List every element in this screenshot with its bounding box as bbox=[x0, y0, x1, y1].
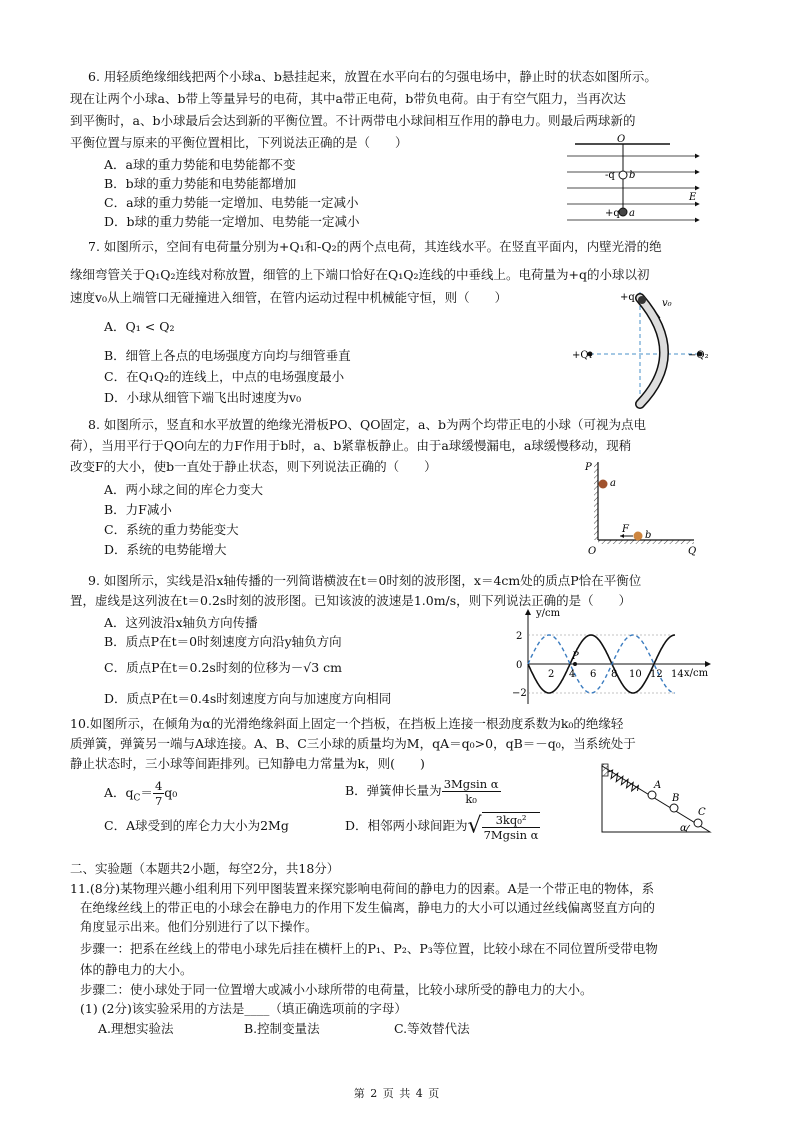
q9-origin: 0 bbox=[516, 660, 523, 671]
q6-option-b: B．b球的重力势能和电势能都增加 bbox=[104, 176, 297, 191]
q7-option-d: D．小球从细管下端飞出时速度为v₀ bbox=[104, 390, 302, 405]
q7-line-3: 速度v₀从上端管口无碰撞进入细管，在管内运动过程中机械能守恒，则（ ） bbox=[70, 290, 508, 305]
q9-line-2: 置，虚线是这列波在t＝0.2s时刻的波形图。已知该波的波速是1.0m/s，则下列说法正确的是（ ） bbox=[70, 593, 632, 608]
q7-label-v0: v₀ bbox=[662, 298, 672, 309]
q8-option-d: D．系统的电势能增大 bbox=[104, 542, 227, 557]
q8-line-2: 荷），当用平行于QO向左的力F作用于b时，a、b紧靠板静止。由于a球缓慢漏电，a球缓慢移动，现稍 bbox=[70, 438, 632, 453]
q11-line-2: 在绝缘丝线上的带正电的小球会在静电力的作用下发生偏离，静电力的大小可以通过丝线偏离竖直方向的 bbox=[80, 900, 656, 915]
q8-label-q: Q bbox=[688, 546, 697, 557]
q9-label-p: P bbox=[572, 651, 579, 662]
q10-option-c: C．A球受到的库仑力大小为2Mg bbox=[104, 818, 289, 833]
q7-line-2: 缘细弯管关于Q₁Q₂连线对称放置，细管的上下端口恰好在Q₁Q₂连线的中垂线上。电荷量为+q的小球以初 bbox=[70, 267, 650, 282]
q9-option-a: A．这列波沿x轴负方向传播 bbox=[104, 615, 258, 630]
q7-label-q: +q bbox=[620, 292, 635, 303]
section-2-title: 二、实验题（本题共2小题，每空2分，共18分） bbox=[70, 861, 340, 876]
q10-option-a: A．$q_C=$ $\frac{4}{7}$ q₀ bbox=[104, 779, 178, 808]
q9-option-b: B．质点P在t＝0时刻速度方向沿y轴负方向 bbox=[104, 634, 342, 649]
q9-xtick-6: 6 bbox=[590, 669, 597, 680]
q7-label-q2: −Q₂ bbox=[688, 350, 709, 361]
q9-line-1: 9. 如图所示，实线是沿x轴传播的一列简谐横波在t＝0时刻的波形图，x＝4cm处的质点P恰在平衡位 bbox=[88, 573, 642, 588]
q6-line-4: 平衡位置与原来的平衡位置相比，下列说法正确的是（ ） bbox=[70, 135, 408, 150]
q6-label-qa: +q bbox=[605, 208, 620, 219]
q11-option-a: A.理想实验法 bbox=[98, 1021, 174, 1036]
q6-label-qb: -q bbox=[605, 170, 615, 181]
q9-xtick-2: 2 bbox=[548, 669, 555, 680]
q9-xtick-8: 8 bbox=[611, 669, 618, 680]
q7-label-q1: +Q₁ bbox=[572, 350, 593, 361]
q9-wave-figure bbox=[510, 606, 715, 708]
q9-ytick-neg: −2 bbox=[512, 688, 527, 699]
q9-ytick-pos: 2 bbox=[516, 631, 523, 642]
q7-option-a: A．Q₁ < Q₂ bbox=[104, 319, 175, 334]
q8-label-o: O bbox=[588, 546, 597, 557]
q10-figure bbox=[600, 762, 714, 836]
q6-label-o: O bbox=[617, 134, 626, 145]
q11-line-3: 角度显示出来。他们分别进行了以下操作。 bbox=[80, 919, 318, 934]
q9-xtick-14: 14 bbox=[671, 669, 684, 680]
q6-option-c: C．a球的重力势能一定增加、电势能一定减小 bbox=[104, 195, 359, 210]
q6-option-a: A．a球的重力势能和电势能都不变 bbox=[104, 157, 296, 172]
q6-label-a: a bbox=[629, 208, 635, 219]
q6-line-3: 到平衡时，a、b小球最后会达到新的平衡位置。不计两带电小球间相互作用的静电力。则最后两球新的 bbox=[70, 113, 636, 128]
q9-xtick-4: 4 bbox=[569, 669, 576, 680]
q10-label-c: C bbox=[698, 807, 706, 818]
page-footer: 第 2 页 共 4 页 bbox=[353, 1087, 441, 1100]
q10-option-b: B．弹簧伸长量为 $\frac{\text{3Mgsin α}}{\text{k₀}}$ bbox=[345, 777, 499, 806]
q11-step1-line-1: 步骤一：把系在丝线上的带电小球先后挂在横杆上的P₁、P₂、P₃等位置，比较小球在不同位置所受带电物 bbox=[80, 941, 658, 956]
q8-label-p: P bbox=[585, 462, 592, 473]
q8-line-3: 改变F的大小，使b一直处于静止状态，则下列说法正确的（ ） bbox=[70, 459, 437, 474]
q9-xtick-12: 12 bbox=[650, 669, 663, 680]
q11-step1-line-2: 体的静电力的大小。 bbox=[80, 962, 193, 977]
q8-option-a: A．两小球之间的库仑力变大 bbox=[104, 482, 264, 497]
q9-option-d: D．质点P在t＝0.4s时刻速度方向与加速度方向相同 bbox=[104, 691, 392, 706]
q9-ylabel: y/cm bbox=[536, 608, 561, 619]
q9-option-c: C．质点P在t＝0.2s时刻的位移为－√3 cm bbox=[104, 660, 343, 675]
q11-sub-1: (1) (2分)该实验采用的方法是____（填正确选项前的字母） bbox=[80, 1001, 407, 1016]
q10-label-alpha: α bbox=[680, 823, 687, 834]
q9-xtick-10: 10 bbox=[629, 669, 642, 680]
q8-label-b: b bbox=[645, 530, 652, 541]
q8-option-c: C．系统的重力势能变大 bbox=[104, 522, 239, 537]
q11-option-c: C.等效替代法 bbox=[394, 1021, 470, 1036]
q10-line-2: 质弹簧，弹簧另一端与A球连接。A、B、C三小球的质量均为M，qA＝q₀>0，qB＝－q₀，当系统处于 bbox=[70, 736, 636, 751]
q10-option-d: D．相邻两小球间距为√ $\frac{\text{3kq₀²}}{\text{7Mgsin α}}$ bbox=[345, 812, 539, 842]
q6-line-1: 6. 用轻质绝缘细线把两个小球a、b悬挂起来，放置在水平向右的匀强电场中，静止时的状态如图所示。 bbox=[88, 69, 657, 84]
q8-figure bbox=[582, 456, 702, 560]
q6-figure bbox=[565, 134, 705, 232]
q10-line-1: 10.如图所示，在倾角为α的光滑绝缘斜面上固定一个挡板，在挡板上连接一根劲度系数为k₀的绝缘轻 bbox=[70, 716, 624, 731]
q7-option-b: B．细管上各点的电场强度方向均与细管垂直 bbox=[104, 348, 351, 363]
q7-line-1: 7. 如图所示，空间有电荷量分别为+Q₁和-Q₂的两个点电荷，其连线水平。在竖直平面内，内壁光滑的绝 bbox=[88, 239, 662, 254]
q11-step2: 步骤二：使小球处于同一位置增大或减小小球所带的电荷量，比较小球所受的静电力的大小。 bbox=[80, 982, 593, 997]
q9-xlabel: x/cm bbox=[684, 668, 709, 679]
q6-label-e: E bbox=[689, 192, 697, 203]
q7-figure bbox=[570, 284, 720, 414]
q8-option-b: B．力F减小 bbox=[104, 502, 172, 517]
q6-option-d: D．b球的重力势能一定增加、电势能一定减小 bbox=[104, 214, 360, 229]
q10-label-b: B bbox=[672, 793, 680, 804]
q7-option-c: C．在Q₁Q₂的连线上，中点的电场强度最小 bbox=[104, 369, 345, 384]
q6-line-2: 现在让两个小球a、b带上等量异号的电荷，其中a带正电荷，b带负电荷。由于有空气阻力，当再次达 bbox=[70, 91, 626, 106]
q6-label-b: b bbox=[629, 170, 636, 181]
q11-option-b: B.控制变量法 bbox=[244, 1021, 320, 1036]
q10-label-a: A bbox=[654, 780, 662, 791]
q10-line-3: 静止状态时，三小球等间距排列。已知静电力常量为k，则( ) bbox=[70, 756, 425, 771]
q8-label-f: F bbox=[622, 524, 629, 535]
q11-line-1: 11.(8分)某物理兴趣小组利用下列甲图装置来探究影响电荷间的静电力的因素。A是一个带正电的物体，系 bbox=[70, 881, 655, 896]
q8-label-a: a bbox=[610, 478, 616, 489]
q8-line-1: 8. 如图所示，竖直和水平放置的绝缘光滑板PO、QO固定，a、b为两个均带正电的小球（可视为点电 bbox=[88, 417, 647, 432]
